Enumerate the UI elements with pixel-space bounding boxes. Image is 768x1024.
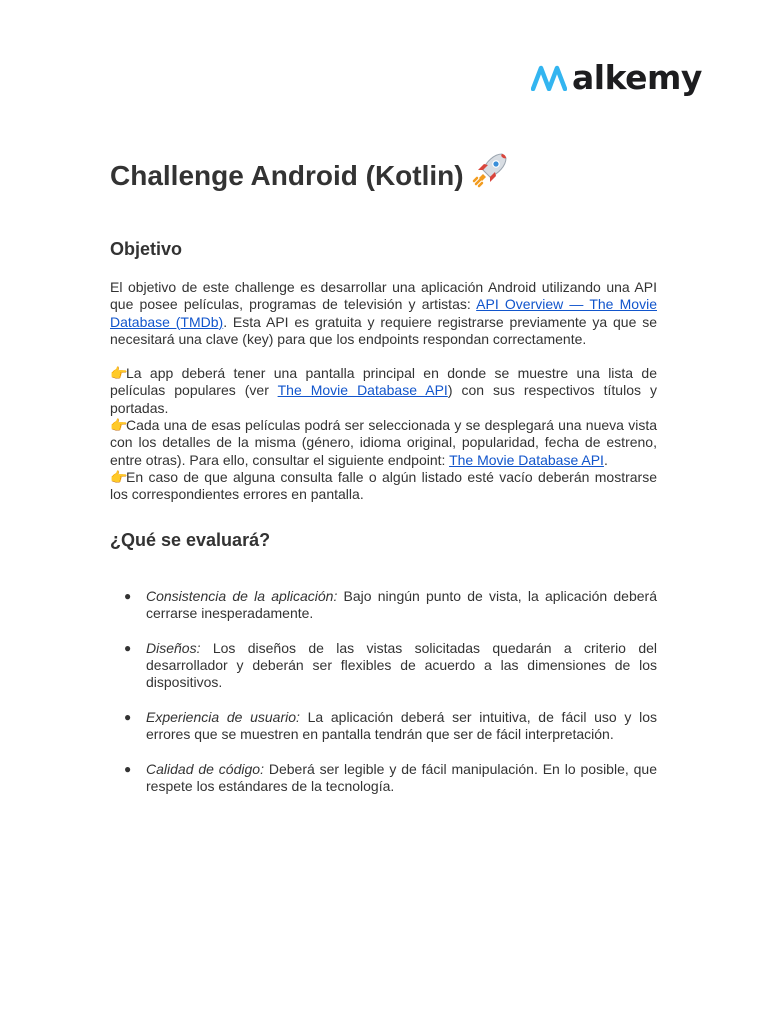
list-item: [110, 761, 657, 796]
point-errors: [110, 469, 657, 504]
pointing-hand-icon: 👉: [110, 365, 128, 382]
point-2-text-1: Cada una de esas películas podrá ser seleccionada y se desplegará una nueva vista con los detalles de la misma (género, idioma original, popularidad, fecha de estreno, entre otras). Para ello, consultar el siguiente endpoint:: [110, 417, 657, 468]
alkemy-logo: [531, 58, 702, 98]
list-item: [110, 588, 657, 623]
pointing-hand-icon: 👉: [110, 417, 128, 434]
document-title-text: Challenge Android (Kotlin): [110, 159, 464, 191]
document-body: [110, 150, 657, 813]
alkemy-logo-icon: [531, 65, 567, 91]
criterion-term: Experiencia de usuario:: [146, 709, 300, 726]
criterion-text: Los diseños de las vistas solicitadas quedarán a criterio del desarrollador y deberán ser flexibles de acuerdo a las dimensiones de los dispositivos.: [146, 639, 657, 691]
point-main-screen: [110, 365, 657, 417]
intro-text-2: . Esta API es gratuita y requiere registrarse previamente ya que se necesitará una clave (key) para que los endpoints respondan correctamente.: [110, 313, 657, 347]
section-heading-objetivo: Objetivo: [110, 239, 183, 259]
point-detail-view: [110, 417, 657, 469]
point-1-text-1: La app deberá tener una pantalla principal en donde se muestre una lista de películas populares (ver: [110, 365, 657, 399]
criterion-term: Diseños:: [146, 639, 201, 656]
bullet-icon: ●: [124, 710, 132, 725]
section-heading-evaluacion: ¿Qué se evaluará?: [110, 529, 271, 550]
objetivo-points: [110, 365, 657, 503]
intro-text-1: El objetivo de este challenge es desarrollar una aplicación Android utilizando una API que posee películas, programas de televisión y artistas:: [110, 279, 657, 313]
criterion-text: Deberá ser legible y de fácil manipulación. En lo posible, que respete los estándares de la tecnología.: [146, 761, 657, 795]
movie-database-api-endpoint-link[interactable]: The Movie Database API: [449, 451, 604, 468]
document-title: [110, 150, 657, 201]
criterion-term: Calidad de código:: [146, 761, 264, 778]
list-item: [110, 709, 657, 744]
objetivo-intro-paragraph: [110, 279, 657, 348]
bullet-icon: ●: [124, 588, 132, 603]
api-overview-link[interactable]: API Overview — The Movie Database (TMDb): [110, 296, 657, 330]
brand-name: alkemy: [572, 58, 702, 97]
bullet-icon: ●: [124, 762, 132, 777]
criterion-text: Bajo ningún punto de vista, la aplicación deberá cerrarse inesperadamente.: [146, 587, 657, 621]
point-1-text-2: ) con sus respectivos títulos y portadas.: [110, 382, 657, 416]
rocket-icon: [472, 150, 510, 201]
bullet-icon: ●: [124, 640, 132, 655]
movie-database-api-link[interactable]: The Movie Database API: [277, 382, 448, 399]
pointing-hand-icon: 👉: [110, 468, 128, 485]
criterion-text: La aplicación deberá ser intuitiva, de fácil uso y los errores que se muestren en pantalla tendrán que ser de fácil interpretación.: [146, 709, 657, 743]
point-3-text: En caso de que alguna consulta falle o algún listado esté vacío deberán mostrarse los correspondientes errores en pantalla.: [110, 468, 657, 503]
criterion-term: Consistencia de la aplicación:: [146, 587, 338, 604]
evaluation-criteria-list: [110, 588, 657, 796]
point-2-text-2: .: [603, 451, 608, 468]
list-item: [110, 640, 657, 692]
